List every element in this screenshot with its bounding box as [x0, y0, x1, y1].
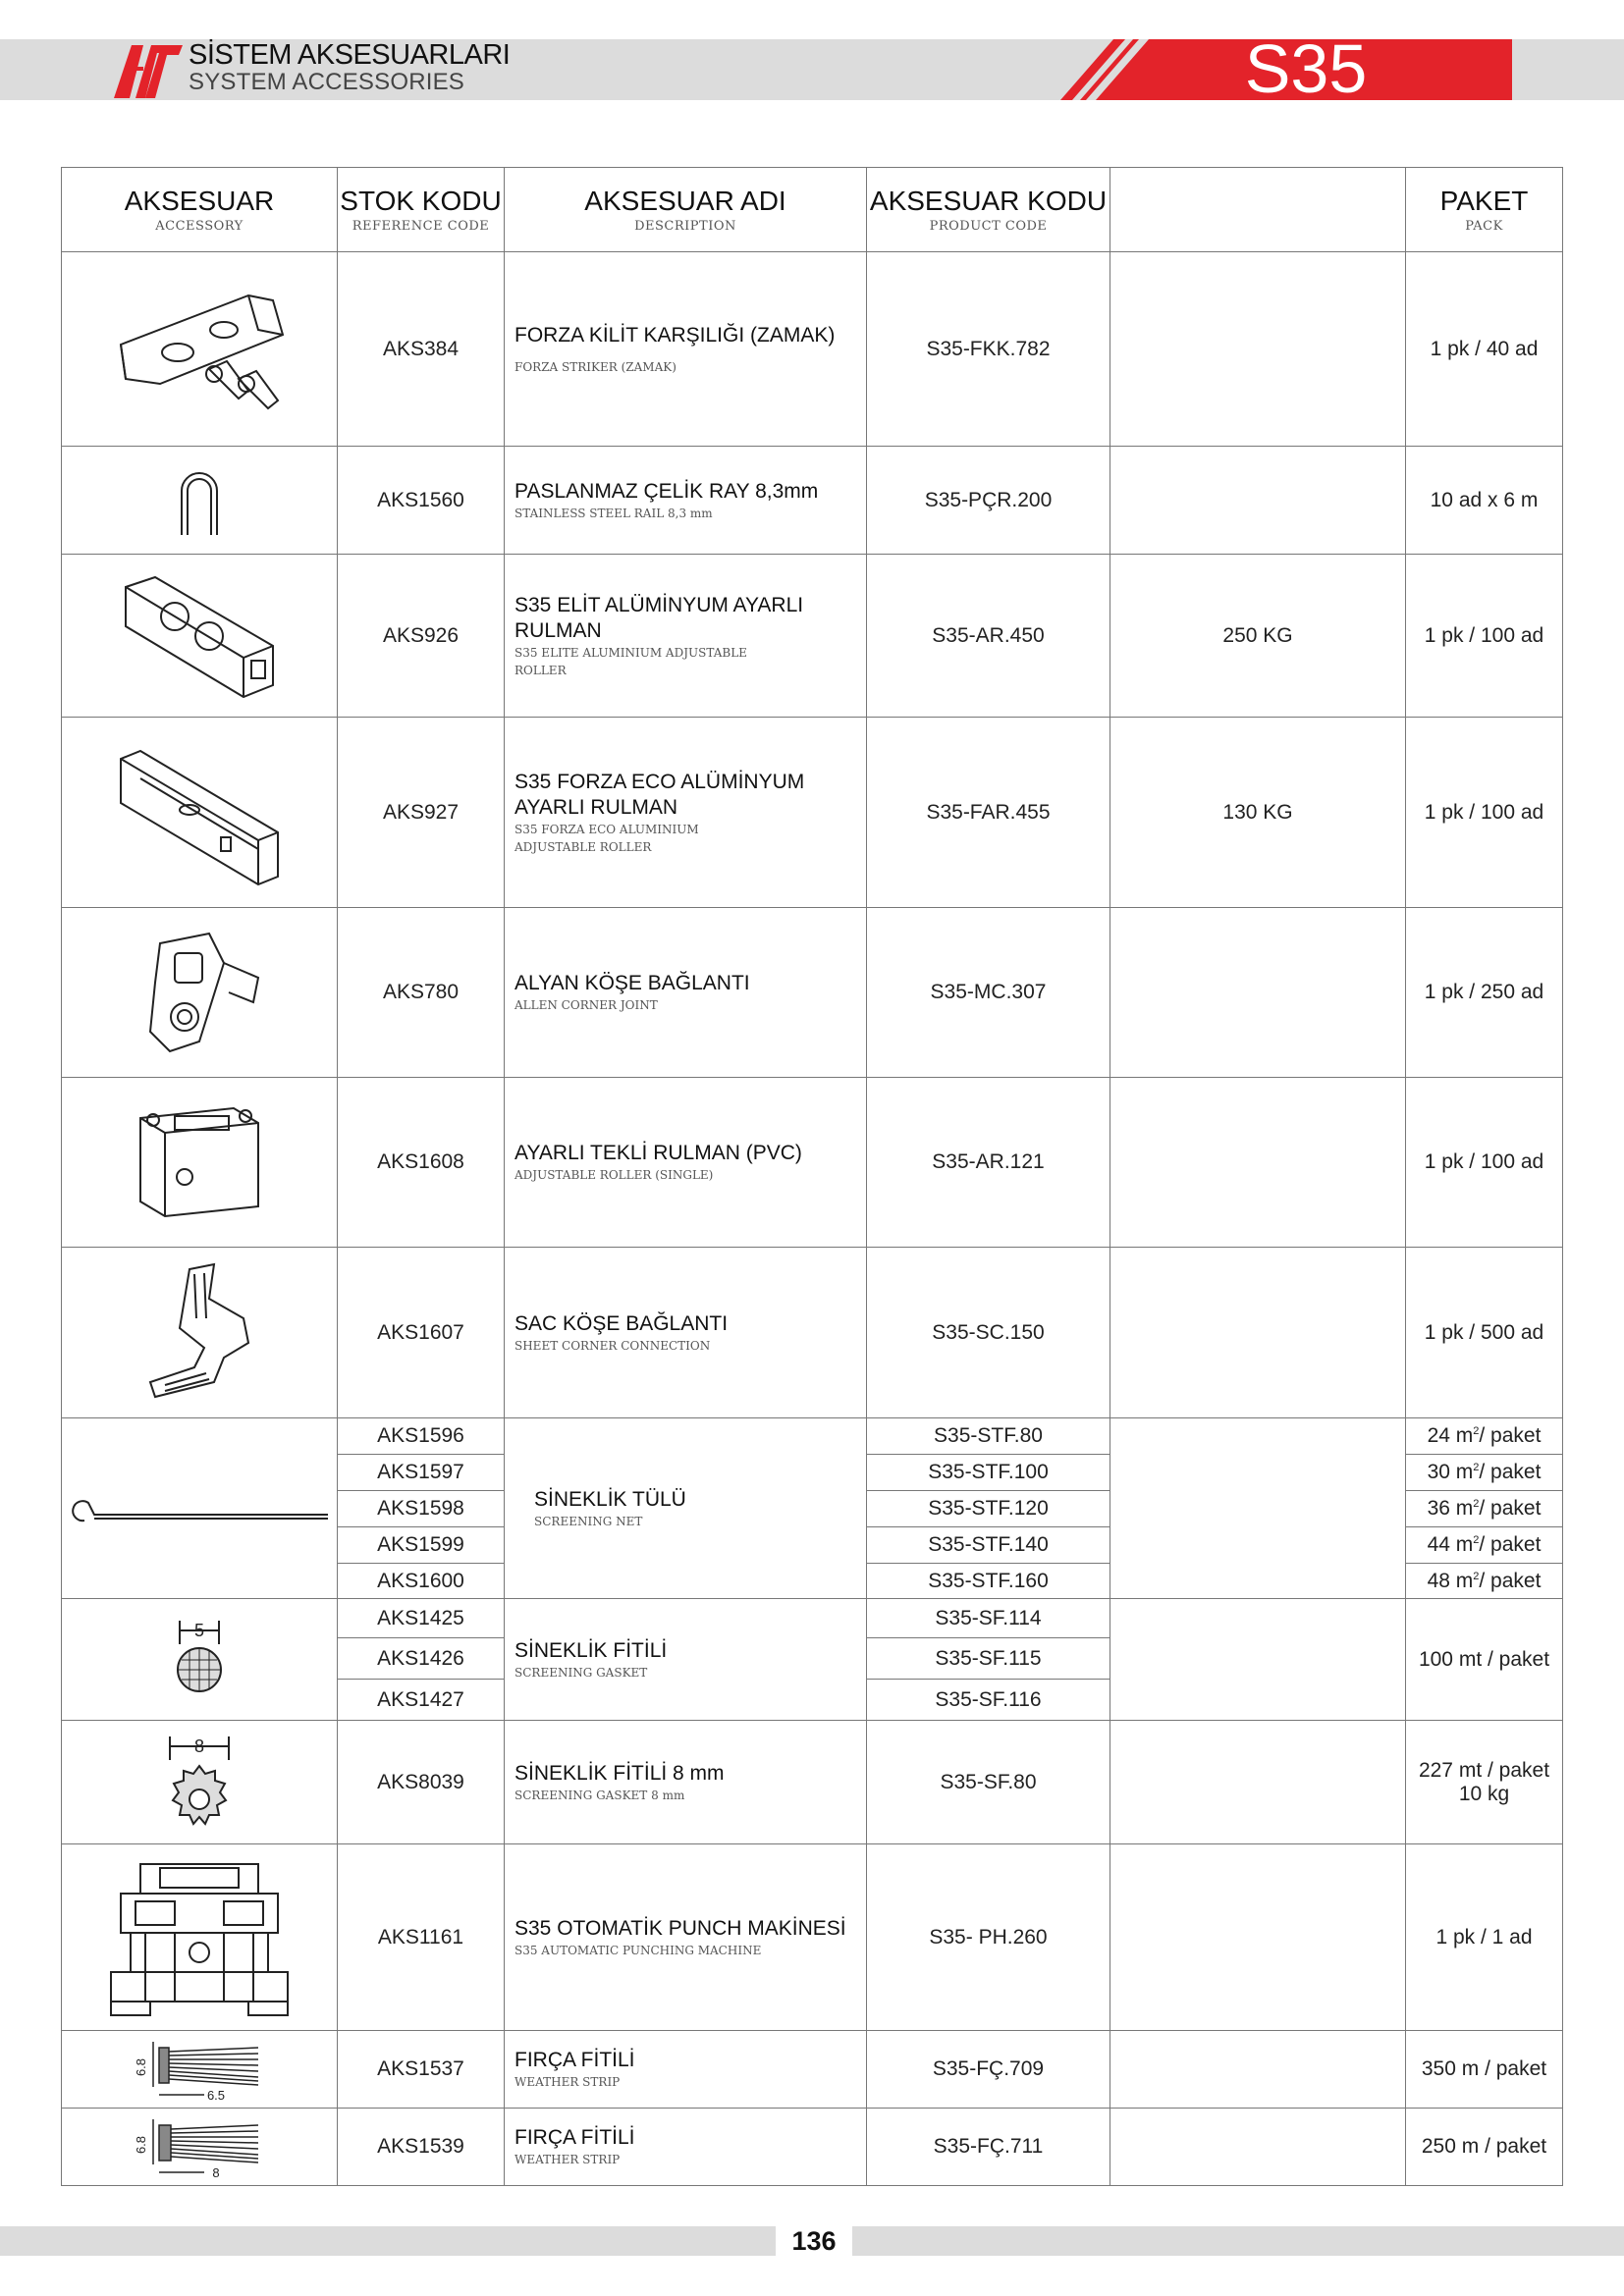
capacity [1110, 1248, 1406, 1418]
ref-code: AKS384 [338, 252, 505, 447]
pack: 1 pk / 500 ad [1406, 1248, 1563, 1418]
product-code: S35-STF.120 [867, 1491, 1110, 1527]
table-row [62, 908, 1563, 1078]
brush-strip-icon [62, 2109, 338, 2186]
ref-code: AKS780 [338, 908, 505, 1078]
striker-icon [62, 252, 338, 447]
ref-code: AKS1608 [338, 1078, 505, 1248]
product-code: S35-FÇ.709 [867, 2031, 1110, 2109]
pack: 36 $m^2/$ paket [1406, 1491, 1563, 1527]
table-row [62, 555, 1563, 718]
product-code: S35-STF.100 [867, 1455, 1110, 1491]
table-row [62, 1599, 1563, 1638]
description: FIRÇA FİTİLİ WEATHER STRIP [505, 2031, 867, 2109]
col-desc: AKSESUAR ADI DESCRIPTION [505, 168, 867, 252]
table-row [62, 1721, 1563, 1844]
brush-width-dim: 6.5 [206, 2088, 226, 2103]
capacity [1110, 1418, 1406, 1599]
series-label: S35 [1244, 30, 1368, 107]
brand-title [189, 40, 510, 95]
round-gasket-icon [62, 1599, 338, 1721]
ref-code: AKS1600 [338, 1564, 505, 1599]
col-accessory: AKSESUAR ACCESSORY [62, 168, 338, 252]
product-code: S35-FÇ.711 [867, 2109, 1110, 2186]
capacity [1110, 2031, 1406, 2109]
capacity [1110, 1078, 1406, 1248]
product-code: S35-STF.80 [867, 1418, 1110, 1455]
table-row [62, 718, 1563, 908]
capacity [1110, 1844, 1406, 2031]
sheet-corner-icon [62, 1248, 338, 1418]
description: ALYAN KÖŞE BAĞLANTI ALLEN CORNER JOINT [505, 908, 867, 1078]
description: SİNEKLİK FİTİLİ 8 mm SCREENING GASKET 8 mm [505, 1721, 867, 1844]
ref-code: AKS1597 [338, 1455, 505, 1491]
roller-icon [62, 555, 338, 718]
pack: 24 $m^2/$ paket [1406, 1418, 1563, 1455]
brand-logo [110, 39, 185, 100]
page-number: 136 [776, 2224, 852, 2256]
gasket8-dim: 8 [193, 1735, 205, 1756]
pvc-roller-icon [62, 1078, 338, 1248]
description: FIRÇA FİTİLİ WEATHER STRIP [505, 2109, 867, 2186]
ref-code: AKS1539 [338, 2109, 505, 2186]
ref-code: AKS927 [338, 718, 505, 908]
capacity: 250 KG [1110, 555, 1406, 718]
gasket-dim: 5 [193, 1620, 205, 1640]
eco-roller-icon [62, 718, 338, 908]
pack: 1 pk / 100 ad [1406, 1078, 1563, 1248]
capacity [1110, 1721, 1406, 1844]
col-pack: PAKET PACK [1406, 168, 1563, 252]
title-tr: SİSTEM AKSESUARLARI [189, 39, 511, 71]
table-row [62, 447, 1563, 555]
pack: 48 $m^2/$ paket [1406, 1564, 1563, 1599]
description: FORZA KİLİT KARŞILIĞI (ZAMAK) FORZA STRIKER (ZAMAK) [505, 252, 867, 447]
pack: 100 mt / paket [1406, 1599, 1563, 1721]
ref-code: AKS1598 [338, 1491, 505, 1527]
ref-code: AKS1427 [338, 1680, 505, 1721]
description: SİNEKLİK FİTİLİ SCREENING GASKET [505, 1599, 867, 1721]
product-code: S35-AR.121 [867, 1078, 1110, 1248]
table-row [62, 252, 1563, 447]
pack: 250 m / paket [1406, 2109, 1563, 2186]
description: S35 OTOMATİK PUNCH MAKİNESİ S35 AUTOMATIC PUNCHING MACHINE [505, 1844, 867, 2031]
brush-height-dim: 6.8 [134, 2057, 148, 2077]
ref-code: AKS1599 [338, 1527, 505, 1564]
pack: 1 pk / 250 ad [1406, 908, 1563, 1078]
screening-net-icon [62, 1418, 338, 1599]
pack: 1 pk / 100 ad [1406, 555, 1563, 718]
ref-code: AKS1537 [338, 2031, 505, 2109]
corner-joint-icon [62, 908, 338, 1078]
pack: 1 pk / 1 ad [1406, 1844, 1563, 2031]
star-gasket-icon [62, 1721, 338, 1844]
table-row [62, 2031, 1563, 2109]
description: S35 FORZA ECO ALÜMİNYUM AYARLI RULMAN S35 FORZA ECO ALUMINIUM ADJUSTABLE ROLLER [505, 718, 867, 908]
capacity [1110, 252, 1406, 447]
product-code: S35-STF.140 [867, 1527, 1110, 1564]
col-extra [1110, 168, 1406, 252]
pack: 30 $m^2/$ paket [1406, 1455, 1563, 1491]
capacity: 130 KG [1110, 718, 1406, 908]
accessory-table [61, 167, 1563, 2186]
capacity [1110, 1599, 1406, 1721]
product-code: S35-FKK.782 [867, 252, 1110, 447]
brush-strip-icon [62, 2031, 338, 2109]
product-code: S35- PH.260 [867, 1844, 1110, 2031]
ref-code: AKS1425 [338, 1599, 505, 1638]
pack: 44 $m^2/$ paket [1406, 1527, 1563, 1564]
pack: 1 pk / 100 ad [1406, 718, 1563, 908]
ref-code: AKS8039 [338, 1721, 505, 1844]
ref-code: AKS926 [338, 555, 505, 718]
brush-height-dim: 6.8 [134, 2135, 148, 2155]
col-code: AKSESUAR KODU PRODUCT CODE [867, 168, 1110, 252]
table-row [62, 2109, 1563, 2186]
pack: 10 ad x 6 m [1406, 447, 1563, 555]
punch-machine-icon [62, 1844, 338, 2031]
ref-code: AKS1161 [338, 1844, 505, 2031]
product-code: S35-SF.114 [867, 1599, 1110, 1638]
table-row [62, 1078, 1563, 1248]
product-code: S35-SF.80 [867, 1721, 1110, 1844]
col-ref: STOK KODU REFERENCE CODE [338, 168, 505, 252]
capacity [1110, 447, 1406, 555]
product-code: S35-MC.307 [867, 908, 1110, 1078]
pack: 227 mt / paket 10 kg [1406, 1721, 1563, 1844]
pack: 350 m / paket [1406, 2031, 1563, 2109]
ref-code: AKS1560 [338, 447, 505, 555]
product-code: S35-AR.450 [867, 555, 1110, 718]
description: S35 ELİT ALÜMİNYUM AYARLI RULMAN S35 ELITE ALUMINIUM ADJUSTABLE ROLLER [505, 555, 867, 718]
title-en: SYSTEM ACCESSORIES [189, 69, 465, 95]
capacity [1110, 908, 1406, 1078]
table-row [62, 1248, 1563, 1418]
description: SİNEKLİK TÜLÜ SCREENING NET [505, 1418, 867, 1599]
ref-code: AKS1596 [338, 1418, 505, 1455]
table-row [62, 1844, 1563, 2031]
table-header [62, 168, 1563, 252]
description: SAC KÖŞE BAĞLANTI SHEET CORNER CONNECTION [505, 1248, 867, 1418]
pack: 1 pk / 40 ad [1406, 252, 1563, 447]
product-code: S35-SF.116 [867, 1680, 1110, 1721]
product-code: S35-FAR.455 [867, 718, 1110, 908]
ref-code: AKS1607 [338, 1248, 505, 1418]
rail-icon [62, 447, 338, 555]
table-row [62, 1418, 1563, 1455]
brush-width-dim: 8 [212, 2165, 220, 2180]
product-code: S35-STF.160 [867, 1564, 1110, 1599]
ref-code: AKS1426 [338, 1638, 505, 1680]
product-code: S35-SF.115 [867, 1638, 1110, 1680]
description: PASLANMAZ ÇELİK RAY 8,3mm STAINLESS STEEL RAIL 8,3 mm [505, 447, 867, 555]
description: AYARLI TEKLİ RULMAN (PVC) ADJUSTABLE ROLLER (SINGLE) [505, 1078, 867, 1248]
product-code: S35-PÇR.200 [867, 447, 1110, 555]
capacity [1110, 2109, 1406, 2186]
product-code: S35-SC.150 [867, 1248, 1110, 1418]
